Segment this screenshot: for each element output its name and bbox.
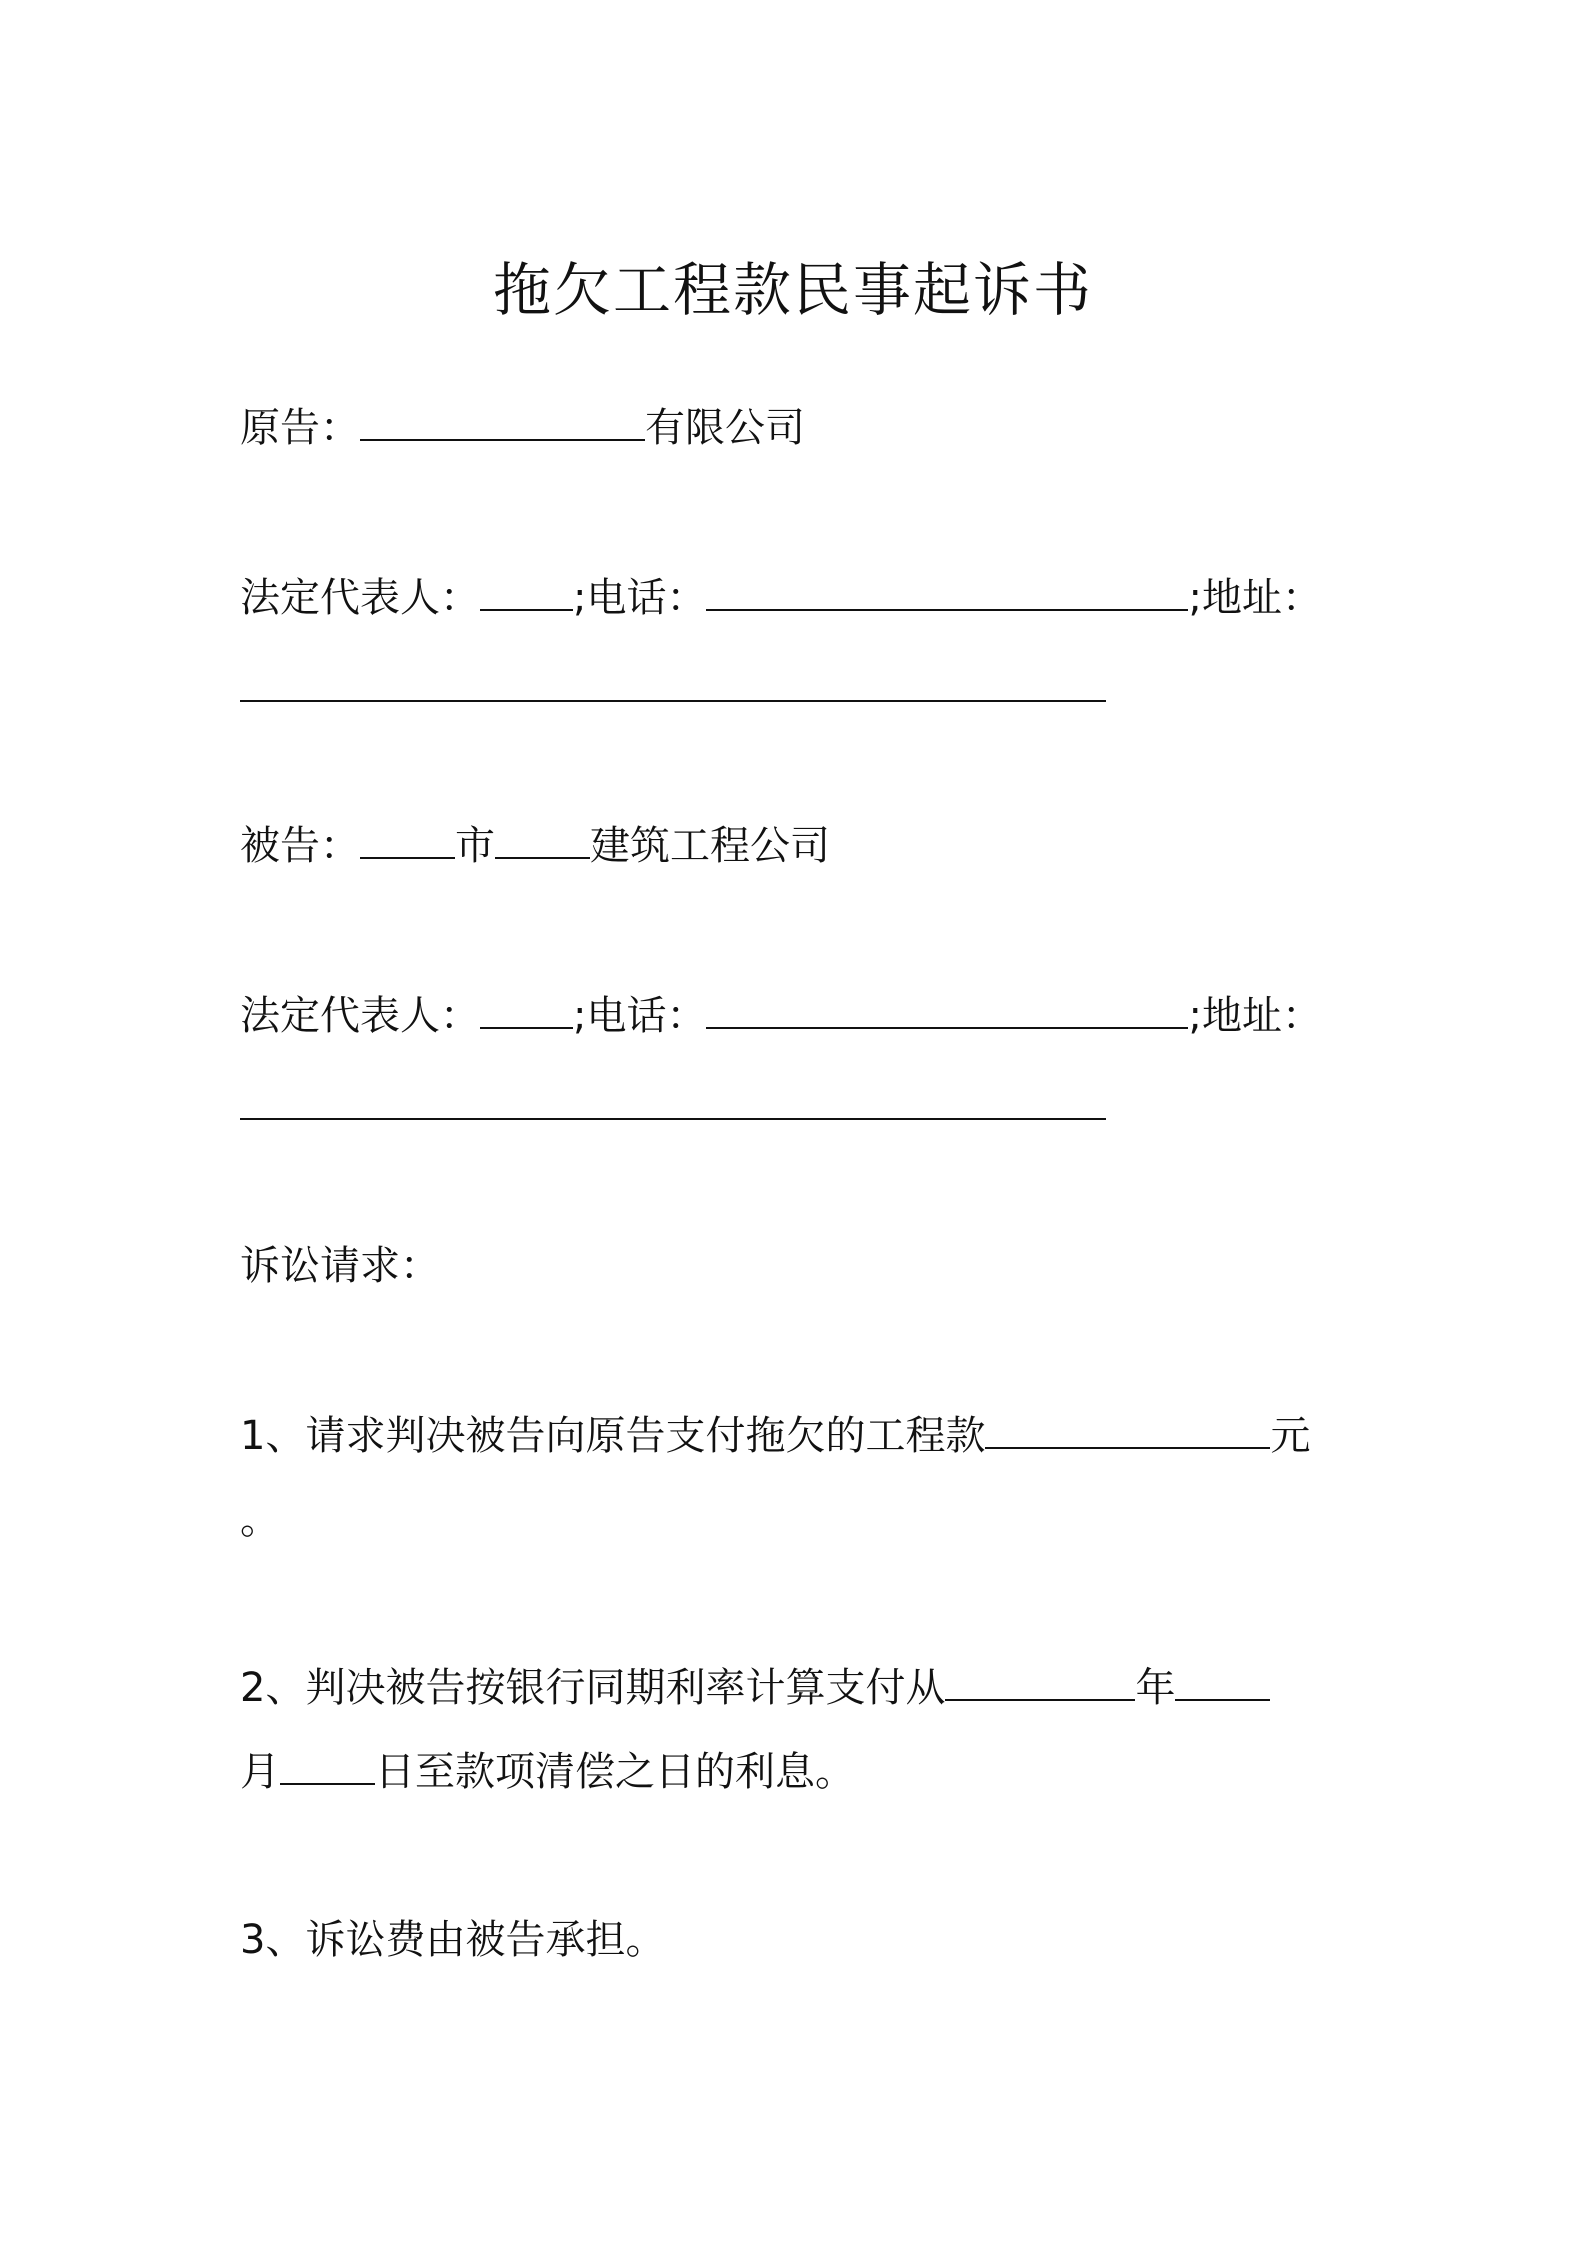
document-title: 拖欠工程款民事起诉书 [492, 256, 1093, 324]
claim-2-month-label: 月 [240, 1749, 280, 1795]
plaintiff-label: 原告： [240, 405, 360, 451]
claim-2-text: 2、判决被告按银行同期利率计算支付从 [240, 1665, 946, 1711]
defendant-suffix: 建筑工程公司 [590, 823, 830, 869]
defendant-address-label: ;地址： [1188, 993, 1322, 1039]
defendant-rep-line [240, 986, 1322, 1046]
claim-2-rest: 日至款项清偿之日的利息。 [375, 1749, 855, 1795]
claim-2-line [240, 1658, 1270, 1718]
plaintiff-suffix: 有限公司 [645, 405, 805, 451]
plaintiff-address-blank [240, 700, 1106, 702]
plaintiff-address-label: ;地址： [1188, 575, 1322, 621]
claim-2-year-label: 年 [1135, 1665, 1176, 1711]
claim-3-line: 3、诉讼费由被告承担。 [240, 1917, 666, 1963]
claim-1-end: 。 [240, 1497, 280, 1543]
claim-2-day-blank [280, 1747, 375, 1785]
plaintiff-phone-label: ;电话： [573, 575, 707, 621]
claim-1-amount-blank [985, 1411, 1270, 1449]
plaintiff-line [240, 398, 805, 458]
plaintiff-phone-blank [706, 573, 1188, 611]
defendant-rep-label: 法定代表人： [240, 993, 480, 1039]
plaintiff-rep-blank [480, 573, 573, 611]
claim-1-text: 1、请求判决被告向原告支付拖欠的工程款 [240, 1413, 986, 1459]
defendant-city-blank [360, 821, 455, 859]
claim-2-line-2 [240, 1742, 855, 1802]
defendant-label: 被告： [240, 823, 360, 869]
claim-2-month-blank [1175, 1663, 1270, 1701]
plaintiff-name-blank [360, 403, 645, 441]
plaintiff-rep-line [240, 568, 1322, 628]
defendant-line [240, 816, 830, 876]
defendant-phone-blank [706, 991, 1188, 1029]
claims-heading: 诉讼请求： [240, 1243, 440, 1289]
defendant-rep-blank [480, 991, 573, 1029]
defendant-name-blank [495, 821, 590, 859]
defendant-city-label: 市 [455, 823, 495, 869]
claim-1-unit: 元 [1270, 1413, 1311, 1459]
defendant-phone-label: ;电话： [573, 993, 707, 1039]
defendant-address-blank [240, 1118, 1106, 1120]
plaintiff-rep-label: 法定代表人： [240, 575, 480, 621]
claim-2-year-blank [945, 1663, 1135, 1701]
claim-1-line [240, 1406, 1310, 1466]
